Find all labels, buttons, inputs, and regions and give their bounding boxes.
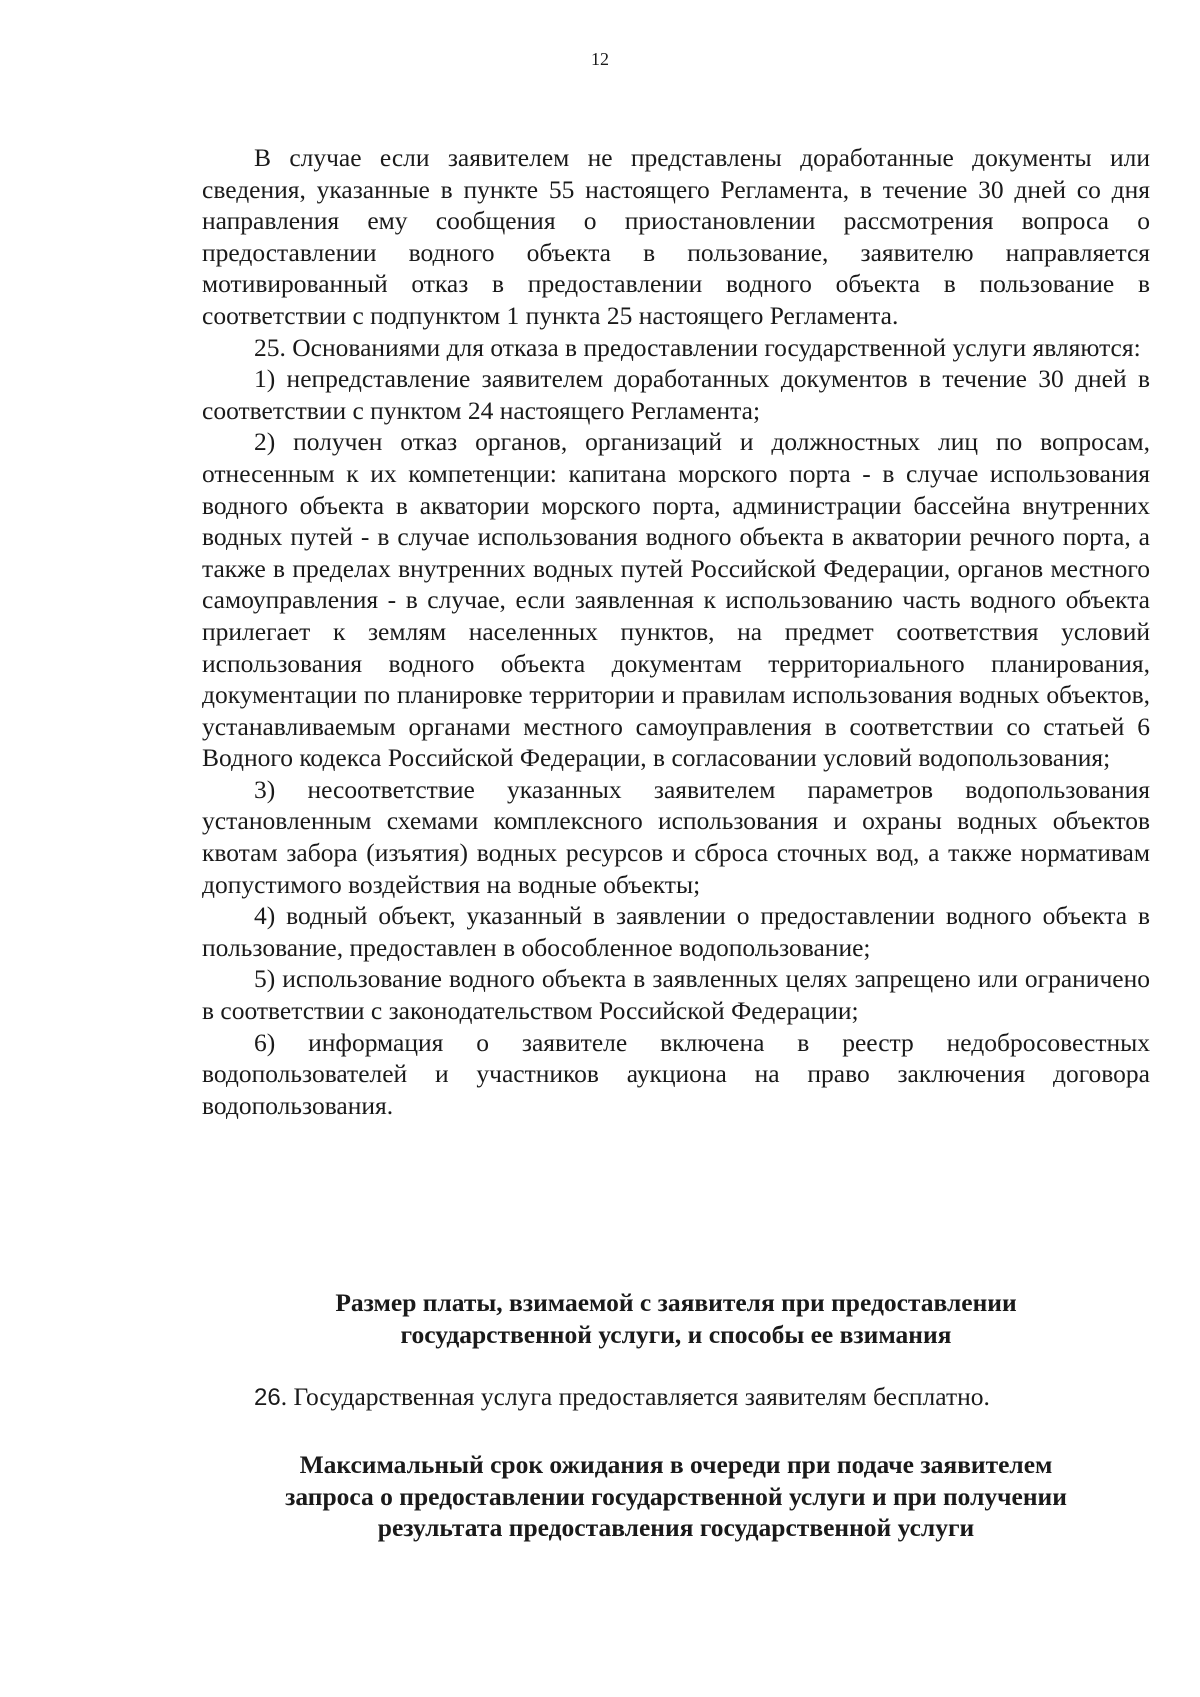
paragraph-item-25: 25. Основаниями для отказа в предоставлении государственной услуги являются: [254,332,1141,362]
section-heading-queue-time [202,1449,1150,1544]
section-heading-queue-line-1: Максимальный срок ожидания в очереди при подаче заявителем [299,1450,1053,1479]
section-heading-fee-line-2: государственной услуги, и способы ее взимания [400,1319,952,1349]
page-number: 12 [591,49,609,69]
list-item-2: 2) получен отказ органов, организаций и должностных лиц по вопросам, отнесенным к их компетенции: капитана морского порта - в случае использования водного объекта в акватории морского порта, администрации бассейна внутренних водных путей - в случае использования водного объекта в акватории речного порта, а также в пределах внутренних водных путей Российской Федерации, органов местного самоуправления - в случае, если заявленная к использованию часть водного объекта прилегает к землям населенных пунктов, на предмет соответствия условий использования водного объекта документам территориального планирования, документации по планировке территории и правилам использования водных объектов, устанавливаемым органами местного самоуправления в соответствии со статьей 6 Водного кодекса Российской Федерации, в согласовании условий водопользования; [202,427,1150,773]
section-heading-fee [202,1287,1150,1350]
body-text [202,142,1150,1121]
list-item-1: 1) непредставление заявителем доработанных документов в течение 30 дней в соответствии с пунктом 24 настоящего Регламента; [202,364,1150,425]
list-item-4: 4) водный объект, указанный в заявлении о предоставлении водного объекта в пользование, предоставлен в обособленное водопользование; [202,901,1150,962]
paragraph-item-26 [202,1381,1150,1414]
item-26-number: 26 [254,1384,281,1411]
list-item-6: 6) информация о заявителе включена в реестр недобросовестных водопользователей и участников аукциона на право заключения договора водопользования. [202,1027,1150,1120]
paragraph-refusal-notice: В случае если заявителем не представлены доработанные документы или сведения, указанные в пункте 55 настоящего Регламента, в течение 30 дней со дня направления ему сообщения о приостановлении рассмотрения вопроса о предоставлении водного объекта в пользование, заявителю направляется мотивированный отказ в предоставлении водного объекта в пользование в соответствии с подпунктом 1 пункта 25 настоящего Регламента. [202,143,1150,330]
section-heading-queue-line-3: результата предоставления государственной услуги [377,1513,975,1543]
list-item-5: 5) использование водного объекта в заявленных целях запрещено или ограничено в соответствии с законодательством Российской Федерации; [202,964,1150,1026]
list-item-3: 3) несоответствие указанных заявителем параметров водопользования установленным схемами комплексного использования и охраны водных объектов квотам забора (изъятия) водных ресурсов и сброса сточных вод, а также нормативам допустимого воздействия на водные объекты; [202,774,1150,899]
section-heading-queue-line-2: запроса о предоставлении государственной услуги и при получении [285,1481,1067,1511]
section-heading-fee-line-1: Размер платы, взимаемой с заявителя при предоставлении [335,1288,1017,1317]
item-26-text: . Государственная услуга предоставляется заявителям бесплатно. [280,1382,990,1411]
